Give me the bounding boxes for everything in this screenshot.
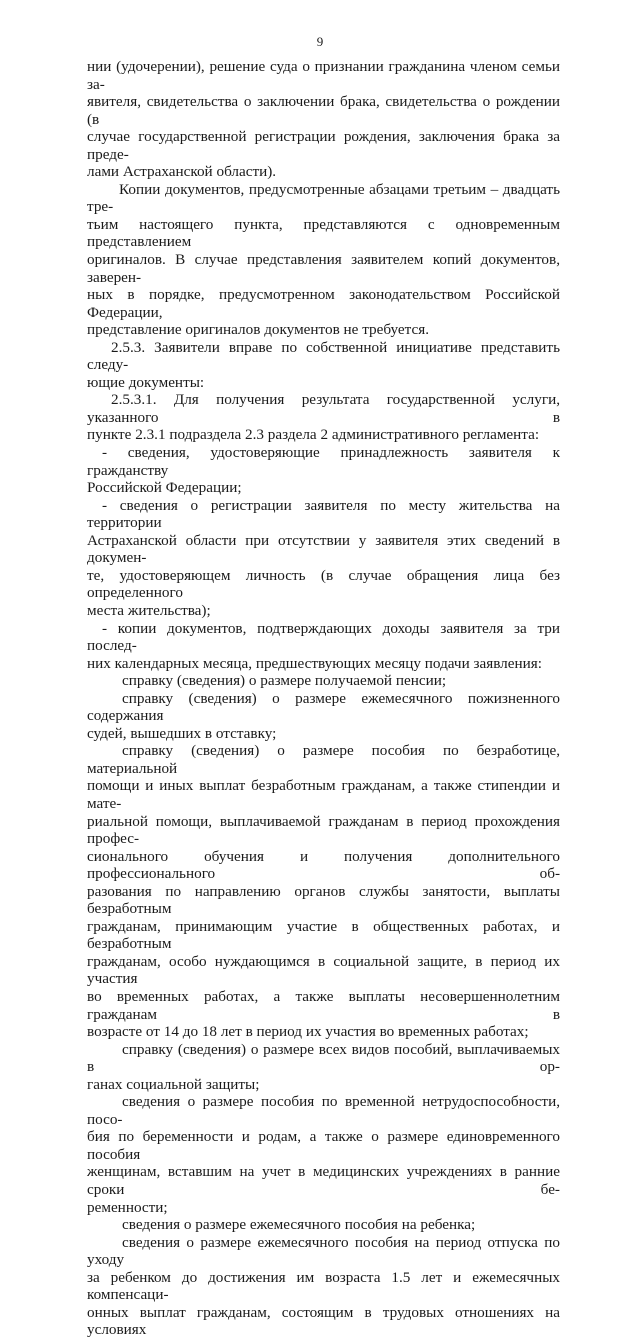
- text-line: них календарных месяца, предшествующих месяцу подачи заявления:: [87, 654, 542, 672]
- text-line: сионального обучения и получения дополнительного профессионального об-: [87, 847, 560, 883]
- text-line: те, удостоверяющем личность (в случае обращения лица без определенного: [87, 566, 560, 602]
- text-line: судей, вышедших в отставку;: [87, 724, 277, 742]
- text-line: 2.5.3.1. Для получения результата государственной услуги, указанного в: [87, 391, 560, 426]
- text-line: справку (сведения) о размере получаемой пенсии;: [122, 672, 447, 690]
- text-line: случае государственной регистрации рождения, заключения брака за преде-: [87, 128, 560, 163]
- text-line: - сведения о регистрации заявителя по месту жительства на территории: [87, 496, 560, 532]
- text-line: риальной помощи, выплачиваемой гражданам в период прохождения профес-: [87, 812, 560, 848]
- text-line: пункте 2.3.1 подраздела 2.3 раздела 2 административного регламента:: [87, 426, 540, 444]
- text-line: помощи и иных выплат безработным гражданам, а также стипендии и мате-: [87, 777, 560, 812]
- text-line: ганах социальной защиты;: [87, 1075, 260, 1093]
- text-line: оригиналов. В случае представления заявителем копий документов, заверен-: [87, 251, 560, 286]
- text-line: сведения о размере ежемесячного пособия на период отпуска по уходу: [87, 1233, 560, 1269]
- text-line: разования по направлению органов службы занятости, выплаты безработным: [87, 882, 560, 918]
- text-line: сведения о размере пособия по временной нетрудоспособности, посо-: [87, 1093, 560, 1128]
- text-line: тьим настоящего пункта, представляются с одновременным представлением: [87, 215, 560, 251]
- text-line: возрасте от 14 до 18 лет в период их участия во временных работах;: [87, 1023, 529, 1041]
- text-line: - сведения, удостоверяющие принадлежность заявителя к гражданству: [87, 444, 560, 479]
- text-line: места жительства);: [87, 601, 211, 619]
- page-number: 9: [316, 34, 324, 49]
- text-line: гражданам, принимающим участие в общественных работах, и безработным: [87, 917, 560, 953]
- text-line: ременности;: [87, 1198, 168, 1216]
- text-line: Астраханской области при отсутствии у заявителя этих сведений в докумен-: [87, 531, 560, 567]
- text-line: - копии документов, подтверждающих доходы заявителя за три послед-: [87, 619, 560, 655]
- text-line: гражданам, особо нуждающимся в социальной защите, в период их участия: [87, 952, 560, 988]
- text-line: явителя, свидетельства о заключении брака, свидетельства о рождении (в: [87, 93, 560, 128]
- text-line: за ребенком до достижения им возраста 1.5 лет и ежемесячных компенсаци-: [87, 1268, 560, 1304]
- text-line: 2.5.3. Заявители вправе по собственной инициативе представить следу-: [87, 338, 560, 374]
- text-line: Российской Федерации;: [87, 479, 242, 497]
- text-line: справку (сведения) о размере пособия по безработице, материальной: [87, 742, 560, 777]
- text-line: Копии документов, предусмотренные абзацами третьим – двадцать тре-: [87, 180, 560, 216]
- text-line: ных в порядке, предусмотренном законодательством Российской Федерации,: [87, 286, 560, 321]
- text-line: ющие документы:: [87, 373, 205, 391]
- text-line: онных выплат гражданам, состоящим в трудовых отношениях на условиях: [87, 1303, 560, 1339]
- text-line: женщинам, вставшим на учет в медицинских учреждениях в ранние сроки бе-: [87, 1163, 560, 1198]
- text-line: справку (сведения) о размере всех видов пособий, выплачиваемых в ор-: [87, 1040, 560, 1076]
- text-line: представление оригиналов документов не требуется.: [87, 321, 429, 339]
- document-body: [87, 58, 560, 1339]
- text-line: нии (удочерении), решение суда о признании гражданина членом семьи за-: [87, 58, 560, 93]
- text-line: во временных работах, а также выплаты несовершеннолетним гражданам в: [87, 987, 560, 1023]
- text-line: бия по беременности и родам, а также о размере единовременного пособия: [87, 1128, 560, 1163]
- text-line: сведения о размере ежемесячного пособия на ребенка;: [122, 1216, 476, 1234]
- text-line: лами Астраханской области).: [87, 163, 277, 181]
- text-line: справку (сведения) о размере ежемесячного пожизненного содержания: [87, 689, 560, 725]
